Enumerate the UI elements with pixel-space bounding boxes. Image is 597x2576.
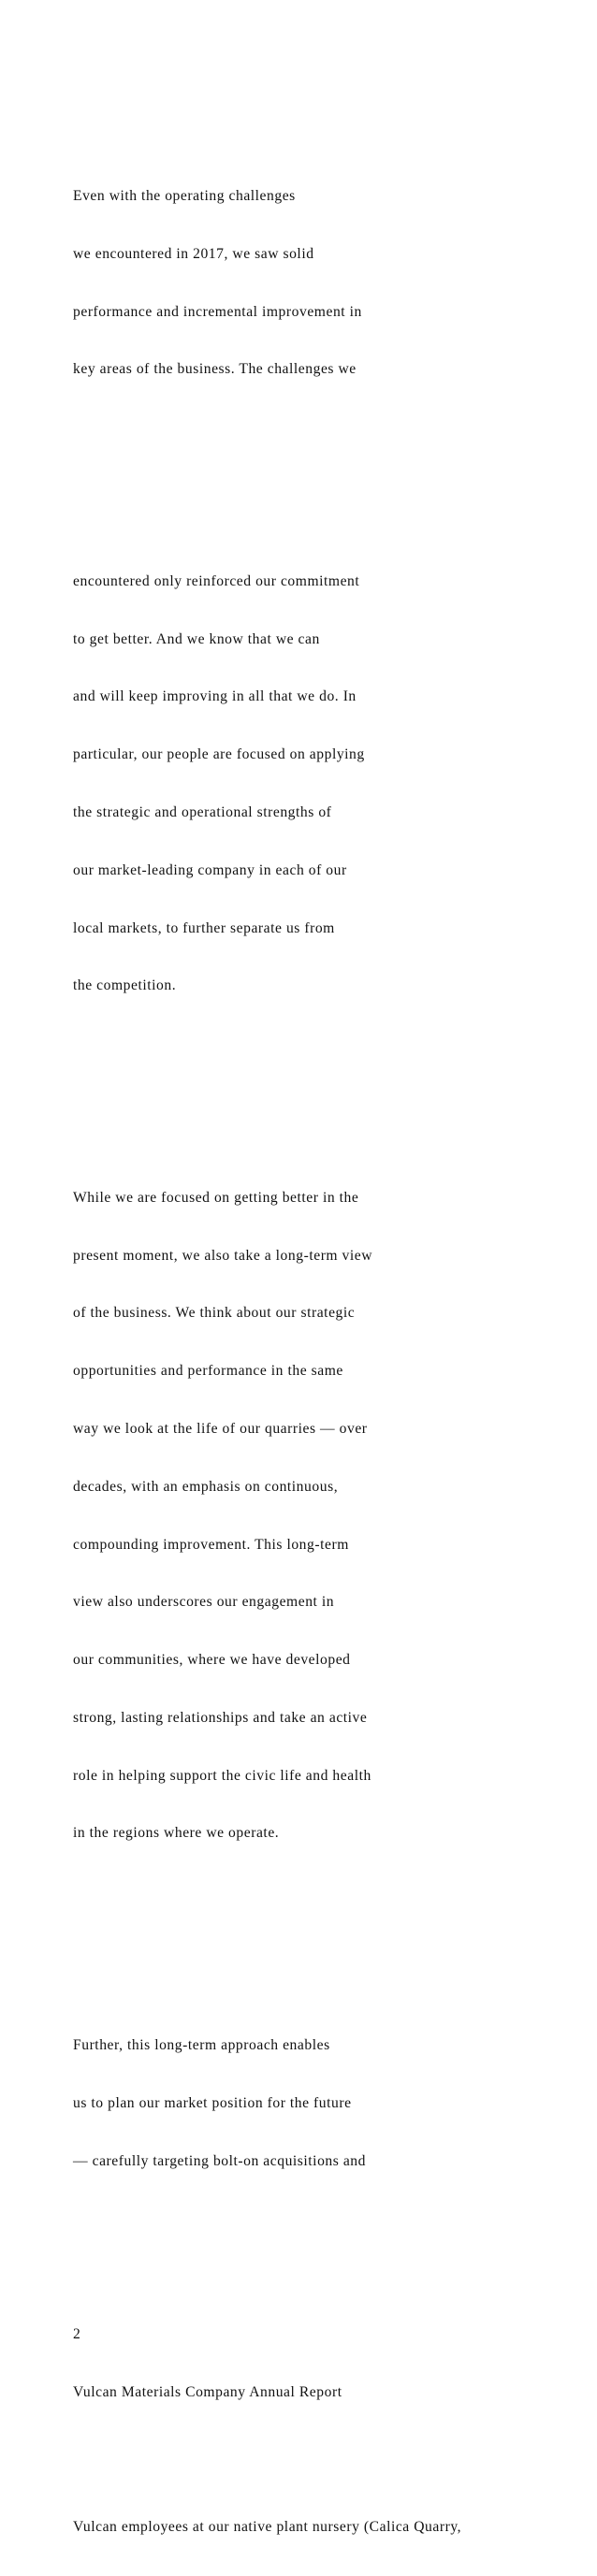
text-line: While we are focused on getting better in the xyxy=(73,1189,359,1206)
photo-caption: Vulcan employees at our native plant nursery (Calica Quarry, xyxy=(73,2518,462,2535)
text-line: us to plan our market position for the future xyxy=(73,2094,352,2111)
paragraph-4 xyxy=(73,1998,578,2210)
text-line: present moment, we also take a long-term view xyxy=(73,1247,373,1264)
text-line: Further, this long-term approach enables xyxy=(73,2036,330,2053)
text-line: particular, our people are focused on applying xyxy=(73,746,365,763)
paragraph-gap xyxy=(73,456,578,476)
text-line: our communities, where we have developed xyxy=(73,1652,351,1669)
paragraph-gap xyxy=(73,1920,578,1940)
paragraph-2 xyxy=(73,534,578,1035)
text-line: — carefully targeting bolt-on acquisitions and xyxy=(73,2152,366,2169)
text-line: opportunities and performance in the same xyxy=(73,1363,343,1380)
paragraph-gap xyxy=(73,1073,578,1093)
text-line: local markets, to further separate us from xyxy=(73,919,335,936)
text-line: compounding improvement. This long-term xyxy=(73,1536,349,1553)
text-line: of the business. We think about our strategic xyxy=(73,1305,356,1322)
document-body xyxy=(73,91,578,2576)
text-line: way we look at the life of our quarries — over xyxy=(73,1420,368,1437)
paragraph-gap xyxy=(73,2249,578,2268)
paragraph-gap xyxy=(73,2440,578,2460)
text-line: key areas of the business. The challenges we xyxy=(73,361,357,378)
text-line: strong, lasting relationships and take an active xyxy=(73,1709,368,1726)
text-line: to get better. And we know that we can xyxy=(73,630,320,647)
paragraph-3 xyxy=(73,1151,578,1883)
footer-title: Vulcan Materials Company Annual Report xyxy=(73,2383,342,2400)
text-line: the strategic and operational strengths of xyxy=(73,803,332,820)
page-number: 2 xyxy=(73,2325,81,2342)
text-line: we encountered in 2017, we saw solid xyxy=(73,245,314,262)
text-line: view also underscores our engagement in xyxy=(73,1594,335,1611)
text-line: encountered only reinforced our commitment xyxy=(73,572,360,589)
text-line: in the regions where we operate. xyxy=(73,1825,280,1842)
text-line: decades, with an emphasis on continuous, xyxy=(73,1478,339,1495)
text-line: our market-leading company in each of our xyxy=(73,861,347,878)
paragraph-1 xyxy=(73,149,578,418)
text-line: and will keep improving in all that we do. In xyxy=(73,688,357,705)
text-line: role in helping support the civic life and health xyxy=(73,1767,371,1784)
text-line: performance and incremental improvement in xyxy=(73,303,362,320)
text-line: Even with the operating challenges xyxy=(73,187,296,204)
text-line: the competition. xyxy=(73,977,177,994)
